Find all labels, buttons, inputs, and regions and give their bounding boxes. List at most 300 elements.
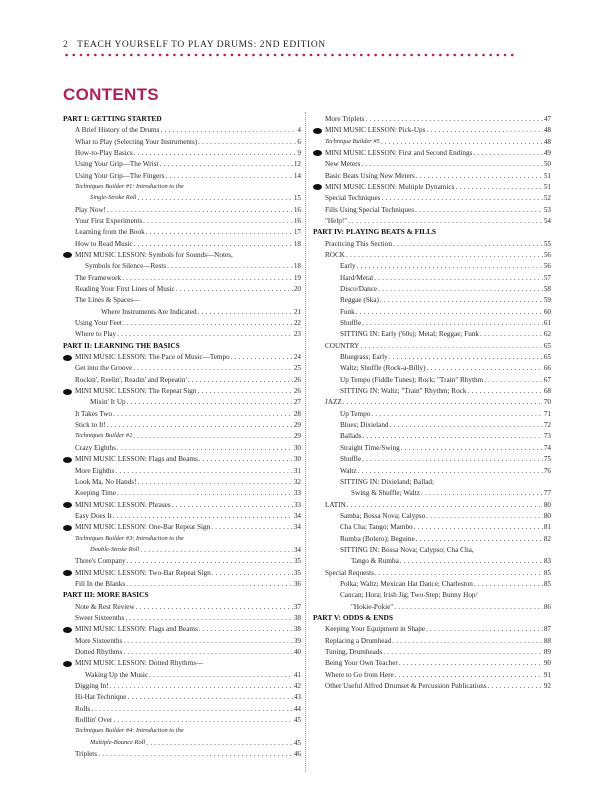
page-ref: 38 bbox=[293, 613, 301, 622]
toc-entry bbox=[63, 283, 301, 294]
page-ref: 34 bbox=[293, 523, 301, 532]
toc-entry bbox=[63, 669, 301, 680]
entry-title: Other Useful Alfred Drumset & Percussion Publications bbox=[325, 682, 487, 691]
dot-leader bbox=[427, 363, 543, 374]
dot-leader bbox=[160, 125, 296, 136]
page-ref: 92 bbox=[543, 682, 551, 691]
page-ref: 72 bbox=[543, 421, 551, 430]
toc-entry bbox=[313, 419, 551, 430]
toc-entry bbox=[313, 669, 551, 680]
toc-entry bbox=[313, 260, 551, 271]
dot-leader bbox=[188, 375, 293, 386]
toc-entry bbox=[313, 431, 551, 442]
bullet-icon bbox=[63, 570, 72, 576]
toc-entry bbox=[63, 453, 301, 464]
toc-entry bbox=[313, 589, 551, 600]
entry-title: SITTING IN: Early ('60s); Metal; Reggae; Funk bbox=[340, 330, 480, 339]
toc-entry bbox=[63, 192, 301, 203]
bullet-icon bbox=[63, 389, 72, 395]
page-ref: 88 bbox=[543, 636, 551, 645]
page-ref: 81 bbox=[543, 523, 551, 532]
toc-entry bbox=[63, 408, 301, 419]
page-ref: 18 bbox=[293, 239, 301, 248]
entry-title: SITTING IN: Waltz; "Train" Rhythm; Rock bbox=[340, 387, 467, 396]
page-ref: 6 bbox=[297, 137, 301, 146]
entry-title: What to Play (Selecting Your Instruments) bbox=[75, 137, 198, 146]
entry-title: PART II: LEARNING THE BASICS bbox=[63, 340, 180, 350]
toc-entry bbox=[63, 555, 301, 566]
dot-leader bbox=[426, 125, 542, 136]
page-ref: 27 bbox=[293, 398, 301, 407]
entry-title: Technique Builder #5 bbox=[325, 137, 380, 145]
entry-title: Funk bbox=[340, 307, 355, 316]
toc-entry bbox=[63, 601, 301, 612]
page-ref: 80 bbox=[543, 511, 551, 520]
toc-entry bbox=[63, 635, 301, 646]
entry-title: MINI MUSIC LESSON: Two-Bar Repeat Sign bbox=[75, 568, 211, 577]
toc-entry bbox=[63, 533, 301, 544]
page-ref: 57 bbox=[543, 273, 551, 282]
toc-entry bbox=[63, 442, 301, 453]
page-ref: 62 bbox=[543, 330, 551, 339]
page-ref: 42 bbox=[293, 682, 301, 691]
page-ref: 34 bbox=[293, 545, 301, 554]
entry-title: Where Instruments Are Indicated bbox=[101, 307, 197, 316]
dot-leader bbox=[117, 329, 293, 340]
entry-title: Where to Go from Here bbox=[325, 670, 394, 679]
toc-entry bbox=[63, 215, 301, 226]
page-ref: 50 bbox=[543, 160, 551, 169]
toc-entry bbox=[63, 748, 301, 759]
page-ref: 31 bbox=[293, 466, 301, 475]
page-ref: 48 bbox=[543, 126, 551, 135]
bullet-icon bbox=[313, 128, 322, 134]
dot-leader bbox=[133, 431, 293, 442]
toc-entry bbox=[63, 238, 301, 249]
entry-title: Techniques Builder #3: Introduction to the bbox=[75, 534, 184, 542]
toc-entry bbox=[63, 419, 301, 430]
entry-title: Rockin', Reelin', Readin' and Repeatin' bbox=[75, 375, 187, 384]
entry-title: Multiple-Bounce Roll bbox=[90, 738, 146, 746]
toc-entry bbox=[63, 703, 301, 714]
page-ref: 80 bbox=[543, 500, 551, 509]
page-ref: 61 bbox=[543, 319, 551, 328]
toc-entry bbox=[63, 249, 301, 260]
page-ref: 53 bbox=[543, 205, 551, 214]
entry-title: Learning from the Book bbox=[75, 228, 145, 237]
toc-entry bbox=[63, 181, 301, 192]
toc-entry bbox=[313, 544, 551, 555]
entry-title: Rolls bbox=[75, 704, 91, 713]
entry-title: More Triplets bbox=[325, 114, 365, 123]
dotted-rule bbox=[63, 53, 516, 57]
entry-title: Rumba (Bolero); Beguine bbox=[340, 534, 415, 543]
dot-leader bbox=[392, 636, 543, 647]
toc-entry bbox=[313, 397, 551, 408]
entry-title: Using Your Feet bbox=[75, 319, 122, 328]
dot-leader bbox=[107, 420, 293, 431]
dot-leader bbox=[134, 148, 297, 159]
entry-title: MINI MUSIC LESSON: Flags and Beams bbox=[75, 455, 198, 464]
dot-leader bbox=[98, 749, 293, 760]
dot-leader bbox=[357, 261, 543, 272]
toc-entry bbox=[63, 623, 301, 634]
page-ref: 21 bbox=[293, 307, 301, 316]
dot-leader bbox=[361, 159, 542, 170]
entry-title: Play Now! bbox=[75, 205, 106, 214]
page-ref: 30 bbox=[293, 443, 301, 452]
page-ref: 77 bbox=[543, 489, 551, 498]
toc-column-left bbox=[63, 113, 301, 760]
toc-entry bbox=[63, 397, 301, 408]
toc-entry bbox=[63, 487, 301, 498]
dot-leader bbox=[371, 409, 543, 420]
page-ref: 12 bbox=[293, 160, 301, 169]
entry-title: MINI MUSIC LESSON: Multiple Dynamics bbox=[325, 182, 455, 191]
part-heading bbox=[313, 612, 551, 623]
entry-title: MINI MUSIC LESSON: Symbols for Sounds—Notes, bbox=[75, 250, 233, 259]
page-ref: 51 bbox=[543, 171, 551, 180]
dot-leader bbox=[421, 488, 543, 499]
page-ref: 85 bbox=[543, 568, 551, 577]
page-ref: 40 bbox=[293, 648, 301, 656]
toc-entry bbox=[313, 181, 551, 192]
toc-entry bbox=[63, 680, 301, 691]
entry-title: PART IV: PLAYING BEATS & FILLS bbox=[313, 227, 437, 237]
toc-entry bbox=[313, 453, 551, 464]
dot-leader bbox=[107, 205, 293, 216]
dot-leader bbox=[149, 670, 293, 681]
entry-title: Techniques Builder #1: Introduction to the bbox=[75, 182, 184, 190]
entry-title: Stick to It! bbox=[75, 421, 106, 430]
entry-title: Shuffle bbox=[340, 455, 362, 464]
toc-entry bbox=[313, 635, 551, 646]
entry-title: MINI MUSIC LESSON: Pick-Ups bbox=[325, 126, 426, 135]
page-ref: 16 bbox=[293, 205, 301, 214]
page-ref: 68 bbox=[543, 387, 551, 396]
entry-title: Samba; Bossa Nova; Calypso bbox=[340, 511, 426, 520]
dot-leader bbox=[110, 681, 293, 692]
page-ref: 26 bbox=[293, 375, 301, 384]
page-ref: 66 bbox=[543, 364, 551, 373]
page-ref: 74 bbox=[543, 443, 551, 452]
entry-title: MINI MUSIC LESSON: The Repeat Sign bbox=[75, 387, 197, 396]
toc-entry bbox=[63, 612, 301, 623]
entry-title: Note & Rest Review bbox=[75, 602, 135, 611]
entry-title: Digging In! bbox=[75, 682, 109, 691]
entry-title: More Eighths bbox=[75, 466, 115, 475]
toc-entry bbox=[313, 408, 551, 419]
dot-leader bbox=[91, 704, 293, 715]
page-ref: 48 bbox=[543, 137, 551, 146]
entry-title: New Meters bbox=[325, 160, 361, 169]
entry-title: Crazy Eighths bbox=[75, 443, 116, 452]
toc-entry bbox=[313, 442, 551, 453]
bullet-icon bbox=[313, 150, 322, 156]
entry-title: Up Tempo (Fiddle Tunes); Rock; "Train" Rhythm bbox=[340, 375, 484, 384]
dot-leader bbox=[115, 466, 292, 477]
entry-title: PART III: MORE BASICS bbox=[63, 590, 149, 600]
page-ref: 45 bbox=[293, 716, 301, 725]
page-ref: 14 bbox=[293, 171, 301, 180]
bullet-icon bbox=[63, 502, 72, 508]
dot-leader bbox=[211, 522, 293, 533]
toc-column-right bbox=[313, 113, 551, 692]
entry-title: Basic Beats Using New Meters bbox=[325, 171, 415, 180]
entry-title: Symbols for Silence—Rests bbox=[85, 262, 167, 271]
dot-leader bbox=[374, 273, 543, 284]
page-ref: 67 bbox=[543, 375, 551, 384]
dot-leader bbox=[176, 284, 293, 295]
page-ref: 89 bbox=[543, 648, 551, 656]
toc-entry bbox=[313, 601, 551, 612]
entry-title: Waking Up the Music bbox=[85, 670, 149, 679]
entry-title: Rolllin' Over bbox=[75, 716, 113, 725]
page-ref: 87 bbox=[543, 625, 551, 634]
entry-title: Special Techniques bbox=[325, 194, 381, 203]
dot-leader bbox=[474, 579, 543, 590]
entry-title: It Takes Two bbox=[75, 409, 113, 418]
dot-leader bbox=[356, 307, 543, 318]
page-ref: 39 bbox=[293, 636, 301, 645]
dot-leader bbox=[375, 568, 543, 579]
toc-entry bbox=[313, 215, 551, 226]
toc-entry bbox=[313, 124, 551, 135]
dot-leader bbox=[455, 182, 542, 193]
page-ref: 44 bbox=[293, 704, 301, 713]
toc-entry bbox=[63, 521, 301, 532]
page-ref: 22 bbox=[293, 319, 301, 328]
dot-leader bbox=[393, 239, 543, 250]
entry-title: MINI MUSIC LESSON: One-Bar Repeat Sign bbox=[75, 523, 211, 532]
dot-leader bbox=[113, 409, 293, 420]
entry-title: The Lines & Spaces— bbox=[75, 296, 141, 305]
dot-leader bbox=[426, 511, 543, 522]
entry-title: MINI MUSIC LESSON: The Pace of Music—Tempo bbox=[75, 353, 230, 362]
toc-entry bbox=[313, 499, 551, 510]
toc-entry bbox=[63, 544, 301, 555]
entry-title: Using Your Grip—The Wrist bbox=[75, 160, 159, 169]
toc-entry bbox=[313, 555, 551, 566]
entry-title: Easy Does It bbox=[75, 511, 112, 520]
dot-leader bbox=[415, 205, 543, 216]
toc-entry bbox=[313, 521, 551, 532]
page-ref: 29 bbox=[293, 432, 301, 441]
entry-title: More Sixteenths bbox=[75, 636, 123, 645]
entry-title: Using Your Grip—The Fingers bbox=[75, 171, 165, 180]
dot-leader bbox=[381, 137, 543, 148]
dot-leader bbox=[484, 375, 543, 386]
dot-leader bbox=[159, 159, 292, 170]
toc-entry bbox=[313, 329, 551, 340]
page-ref: 15 bbox=[293, 194, 301, 203]
page-ref: 65 bbox=[543, 341, 551, 350]
entry-title: Fills Using Special Techniques bbox=[325, 205, 415, 214]
dot-leader bbox=[343, 397, 543, 408]
toc-entry bbox=[63, 578, 301, 589]
page-ref: 65 bbox=[543, 353, 551, 362]
page-ref: 83 bbox=[543, 557, 551, 566]
toc-entry bbox=[313, 680, 551, 691]
column-divider bbox=[305, 112, 306, 772]
entry-title: How-to-Play Basics bbox=[75, 148, 133, 157]
page-ref: 18 bbox=[293, 262, 301, 271]
dot-leader bbox=[363, 431, 543, 442]
toc-entry bbox=[313, 578, 551, 589]
page-ref: 49 bbox=[543, 148, 551, 157]
toc-entry bbox=[63, 726, 301, 737]
part-heading bbox=[63, 589, 301, 600]
page-ref: 4 bbox=[297, 126, 301, 135]
entry-title: MINI MUSIC LESSON: Flags and Beams bbox=[75, 625, 198, 634]
page-ref: 33 bbox=[293, 489, 301, 498]
entry-title: MINI MUSIC LESSON: Dotted Rhythms— bbox=[75, 659, 204, 668]
toc-entry bbox=[313, 351, 551, 362]
entry-title: MINI MUSIC LESSON: First and Second Endings bbox=[325, 148, 473, 157]
entry-title: Your First Experiments bbox=[75, 216, 143, 225]
bullet-icon bbox=[63, 525, 72, 531]
entry-title: Polka; Waltz; Mexican Hat Dance; Charleston bbox=[340, 579, 473, 588]
dot-leader bbox=[400, 556, 543, 567]
toc-entry bbox=[63, 226, 301, 237]
dot-leader bbox=[401, 443, 543, 454]
dot-leader bbox=[125, 613, 293, 624]
dot-leader bbox=[390, 420, 543, 431]
page-ref: 34 bbox=[293, 511, 301, 520]
page-ref: 33 bbox=[293, 500, 301, 509]
toc-entry bbox=[313, 272, 551, 283]
part-heading bbox=[313, 226, 551, 237]
entry-title: Hi-Hat Technique bbox=[75, 693, 127, 702]
toc-entry bbox=[313, 623, 551, 634]
dot-leader bbox=[127, 397, 293, 408]
page-ref: 70 bbox=[543, 398, 551, 407]
entry-title: Waltz; Shuffle (Rock-a-Billy) bbox=[340, 364, 426, 373]
toc-entry bbox=[63, 170, 301, 181]
entry-title: SITTING IN: Dixieland; Ballad; bbox=[340, 477, 435, 486]
dot-leader bbox=[198, 307, 293, 318]
dot-leader bbox=[199, 624, 293, 635]
toc-entry bbox=[63, 158, 301, 169]
dot-leader bbox=[127, 692, 292, 703]
dot-leader bbox=[467, 386, 542, 397]
entry-title: Dotted Rhythms bbox=[75, 648, 123, 656]
toc-entry bbox=[63, 385, 301, 396]
entry-title: SITTING IN: Bossa Nova; Calypso; Cha Cha, bbox=[340, 545, 474, 554]
entry-title: Reading Your First Lines of Music bbox=[75, 285, 175, 293]
page-ref: 23 bbox=[293, 330, 301, 339]
page-ref: 20 bbox=[293, 285, 301, 293]
entry-title: How to Read Music bbox=[75, 239, 133, 248]
toc-entry bbox=[63, 363, 301, 374]
page-ref: 29 bbox=[293, 421, 301, 430]
dot-leader bbox=[123, 647, 292, 658]
dot-leader bbox=[113, 511, 293, 522]
toc-entry bbox=[313, 113, 551, 124]
entry-title: COUNTRY bbox=[325, 341, 360, 350]
page-ref: 76 bbox=[543, 466, 551, 475]
entry-title: Cha Cha; Tango; Mambo bbox=[340, 523, 413, 532]
entry-title: "Hokie-Pokie" bbox=[351, 602, 394, 611]
entry-title: Tuning, Drumheads bbox=[325, 648, 383, 656]
dot-leader bbox=[381, 193, 542, 204]
entry-title: Keeping Your Equipment in Shape bbox=[325, 625, 426, 634]
page-ref: 37 bbox=[293, 602, 301, 611]
entry-title: Techniques Builder #4: Introduction to the bbox=[75, 727, 184, 735]
page-ref: 35 bbox=[293, 557, 301, 566]
toc-entry bbox=[63, 317, 301, 328]
page-title: CONTENTS bbox=[63, 85, 159, 104]
dot-leader bbox=[198, 137, 296, 148]
entry-title: Waltz bbox=[340, 466, 357, 475]
running-title: TEACH YOURSELF TO PLAY DRUMS: 2ND EDITION bbox=[77, 40, 326, 50]
entry-title: PART V: ODDS & ENDS bbox=[313, 612, 393, 622]
page-ref: 56 bbox=[543, 262, 551, 271]
toc-entry bbox=[63, 204, 301, 215]
toc-entry bbox=[313, 249, 551, 260]
page-ref: 30 bbox=[293, 455, 301, 464]
dot-leader bbox=[117, 443, 293, 454]
dot-leader bbox=[137, 193, 292, 204]
dot-leader bbox=[383, 647, 543, 658]
toc-entry bbox=[313, 363, 551, 374]
entry-title: Cancan; Hora; Irish Jig; Two-Step; Bunny Hop/ bbox=[340, 591, 478, 600]
page-ref: 32 bbox=[293, 477, 301, 486]
toc-entry bbox=[63, 714, 301, 725]
toc-entry bbox=[63, 329, 301, 340]
page-ref: 56 bbox=[543, 250, 551, 259]
dot-leader bbox=[395, 670, 543, 681]
toc-entry bbox=[63, 147, 301, 158]
entry-title: Mixin' It Up bbox=[90, 398, 126, 407]
toc-entry bbox=[313, 487, 551, 498]
dot-leader bbox=[126, 579, 293, 590]
entry-title: Where to Play bbox=[75, 330, 117, 339]
dot-leader bbox=[199, 454, 293, 465]
toc-entry bbox=[313, 317, 551, 328]
toc-entry bbox=[313, 533, 551, 544]
page-ref: 9 bbox=[297, 148, 301, 157]
dot-leader bbox=[117, 488, 293, 499]
toc-entry bbox=[313, 158, 551, 169]
dot-leader bbox=[473, 148, 542, 159]
entry-title: Straight Time/Swing bbox=[340, 443, 400, 452]
page-ref: 91 bbox=[543, 670, 551, 679]
bullet-icon bbox=[313, 184, 322, 190]
dot-leader bbox=[378, 284, 543, 295]
entry-title: Look Ma, No Hands! bbox=[75, 477, 137, 486]
toc-entry bbox=[313, 192, 551, 203]
dot-leader bbox=[426, 624, 543, 635]
page-ref: 60 bbox=[543, 307, 551, 316]
dot-leader bbox=[197, 386, 292, 397]
page-ref: 35 bbox=[293, 568, 301, 577]
entry-title: The Framework bbox=[75, 273, 122, 282]
part-heading bbox=[63, 340, 301, 351]
page-ref: 75 bbox=[543, 455, 551, 464]
entry-title: Shuffle bbox=[340, 319, 362, 328]
page-ref: 54 bbox=[543, 216, 551, 225]
toc-entry bbox=[313, 646, 551, 657]
dot-leader bbox=[172, 500, 293, 511]
page-ref: 58 bbox=[543, 285, 551, 293]
entry-title: Special Requests bbox=[325, 568, 374, 577]
toc-entry bbox=[313, 476, 551, 487]
toc-entry bbox=[313, 283, 551, 294]
entry-title: LATIN bbox=[325, 500, 346, 509]
entry-title: ROCK bbox=[325, 250, 345, 259]
toc-entry bbox=[63, 737, 301, 748]
